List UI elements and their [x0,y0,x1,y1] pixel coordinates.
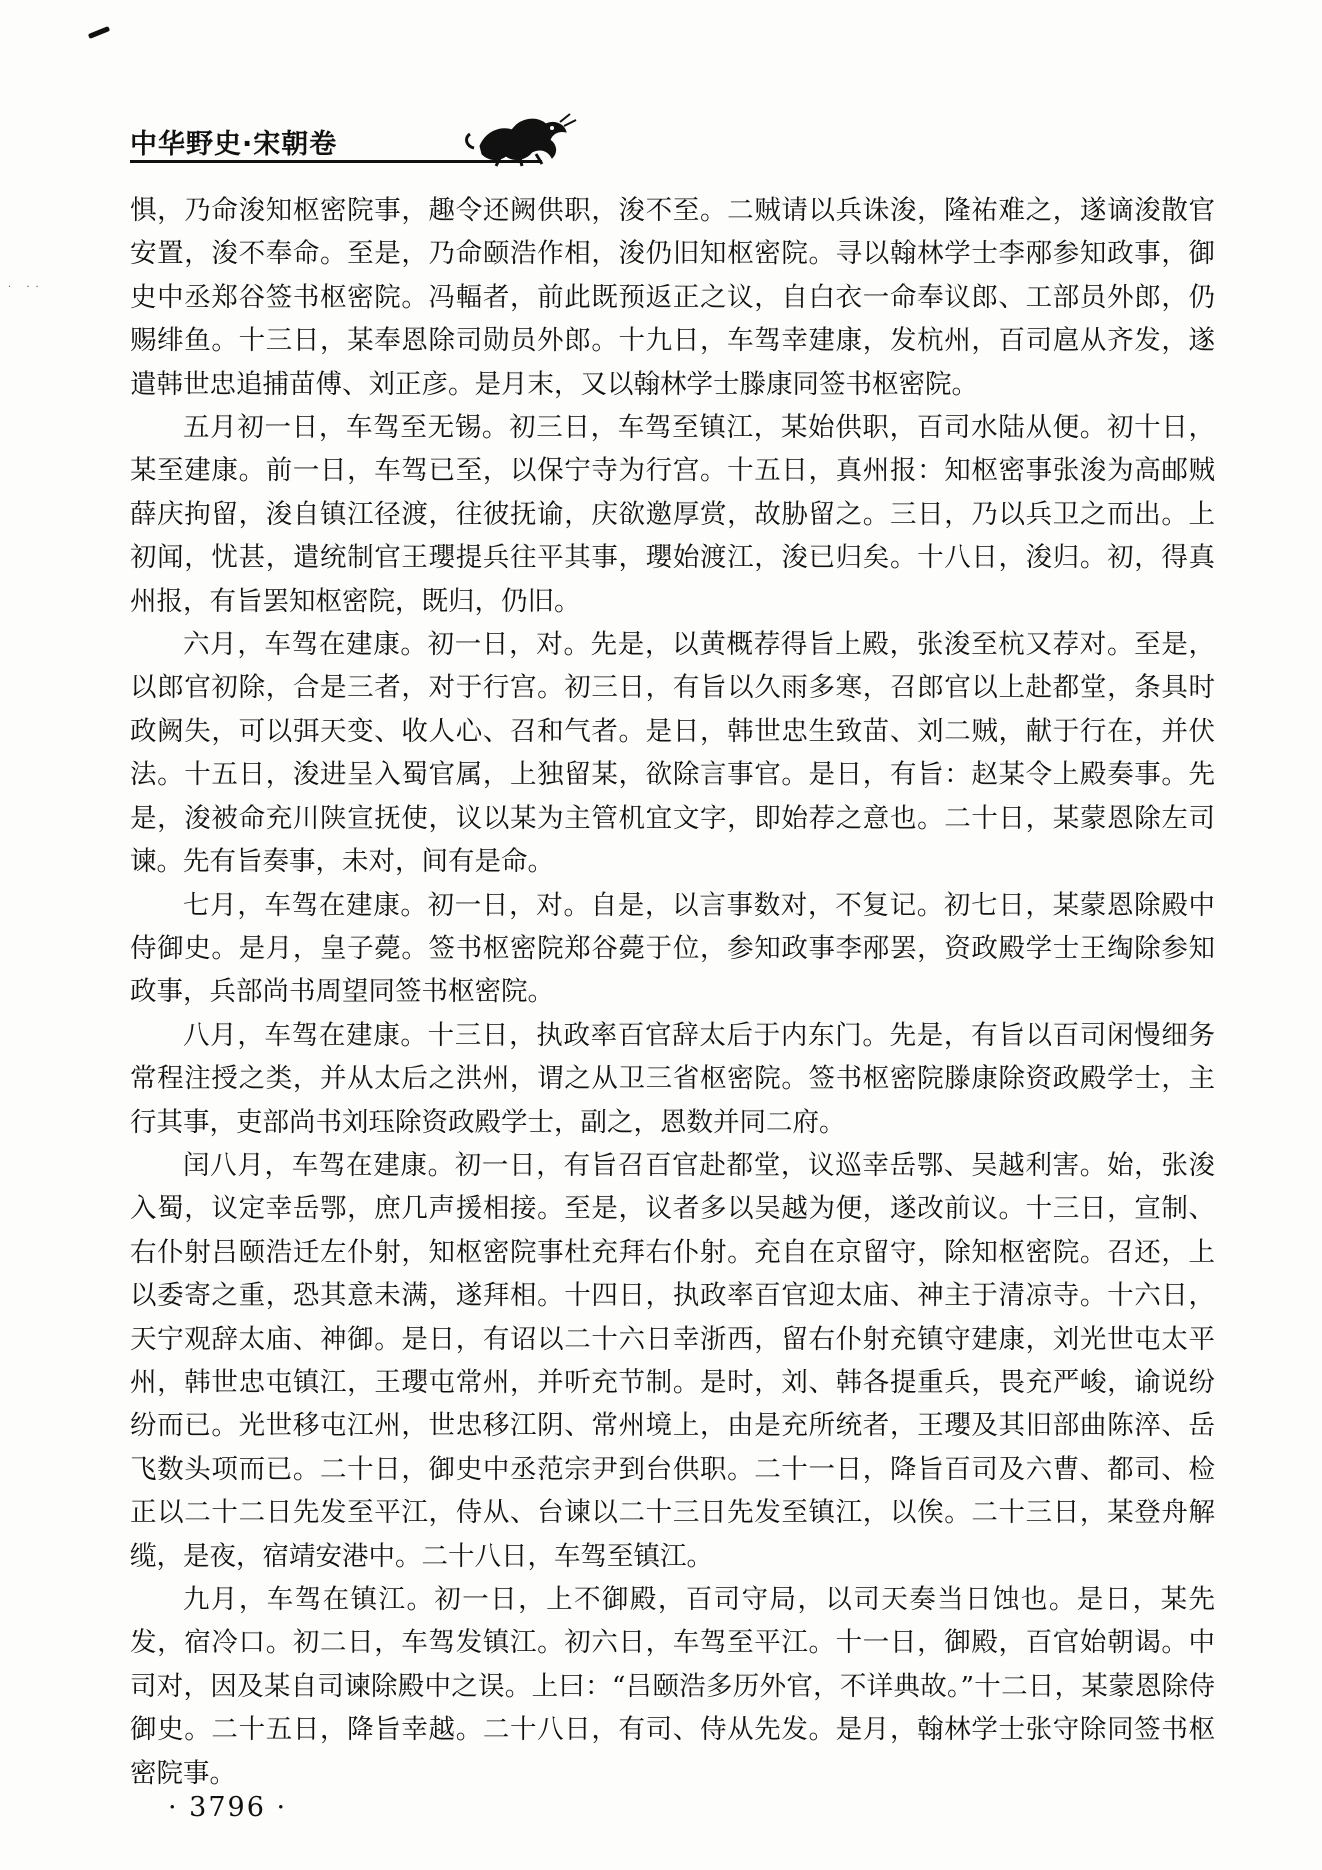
paragraph: 闰八月，车驾在建康。初一日，有旨召百官赴都堂，议巡幸岳鄂、吴越利害。始，张浚入蜀，议定幸岳鄂，庶几声援相接。至是，议者多以吴越为便，遂改前议。十三日，宣制、右仆射吕颐浩迁左仆射，知枢密院事杜充拜右仆射。充自在京留守，除知枢密院。召还，上以委寄之重，恐其意未满，遂拜相。十四日，执政率百官迎太庙、神主于清凉寺。十六日，天宁观辞太庙、神御。是日，有诏以二十六日幸浙西，留右仆射充镇守建康，刘光世屯太平州，韩世忠屯镇江，王瓔屯常州，并听充节制。是时，刘、韩各提重兵，畏充严峻，谕说纷纷而已。光世移屯江州，世忠移江阴、常州境上，由是充所统者，王瓔及其旧部曲陈淬、岳飞数头项而已。二十日，御史中丞范宗尹到台供职。二十一日，降旨百司及六曹、都司、检正以二十二日先发至平江，侍从、台谏以二十三日先发至镇江，以俟。二十三日，某登舟解缆，是夜，宿靖安港中。二十八日，车驾至镇江。 [130,1149,1215,1572]
paragraph: 九月，车驾在镇江。初一日，上不御殿，百司守局，以司天奏当日蚀也。是日，某先发，宿冷口。初二日，车驾发镇江。初六日，车驾至平江。十一日，御殿，百官始朝谒。中司对，因及某自司谏除殿中之误。上曰：“吕颐浩多历外官，不详典故。”十二日，某蒙恩除侍御史。二十五日，降旨幸越。二十八日，有司、侍从先发。是月，翰林学士张守除同签书枢密院事。 [130,1584,1215,1789]
dragon-icon [460,108,580,168]
paragraph: 惧，乃命浚知枢密院事，趣令还阙供职，浚不至。二贼请以兵诛浚，隆祐难之，遂谪浚散官安置，浚不奉命。至是，乃命颐浩作相，浚仍旧知枢密院。寻以翰林学士李邴参知政事，御史中丞郑谷签书枢密院。冯輻者，前此既预返正之议，自白衣一命奉议郎、工部员外郎，仍赐绯鱼。十三日，某奉恩除司勋员外郎。十九日，车驾幸建康，发杭州，百司扈从齐发，遂遣韩世忠追捕苗傅、刘正彦。是月末，又以翰林学士滕康同签书枢密院。 [130,195,1215,400]
running-header [130,118,1220,178]
body-text [130,189,1215,1795]
paragraph: 七月，车驾在建康。初一日，对。自是，以言事数对，不复记。初七日，某蒙恩除殿中侍御史。是月，皇子薨。签书枢密院郑谷薨于位，参知政事李邴罢，资政殿学士王绹除参知政事，兵部尚书周望同签书枢密院。 [130,889,1215,1008]
scan-mark [88,26,110,39]
paragraph: 五月初一日，车驾至无锡。初三日，车驾至镇江，某始供职，百司水陆从便。初十日，某至建康。前一日，车驾已至，以保宁寺为行宫。十五日，真州报：知枢密事张浚为高邮贼薛庆拘留，浚自镇江径渡，往彼抚谕，庆欲邀厚赏，故胁留之。三日，乃以兵卫之而出。上初闻，忧甚，遣统制官王瓔提兵往平其事，瓔始渡江，浚已归矣。十八日，浚归。初，得真州报，有旨罢知枢密院，既归，仍旧。 [130,412,1215,617]
book-title: 中华野史·宋朝卷 [130,129,338,160]
paragraph: 八月，车驾在建康。十三日，执政率百官辞太后于内东门。先是，有旨以百司闲慢细务常程注授之类，并从太后之洪州，谓之从卫三省枢密院。签书枢密院滕康除资政殿学士，主行其事，吏部尚书刘珏除资政殿学士，副之，恩数并同二府。 [130,1019,1215,1138]
scan-speck: · ·· [8,282,45,293]
paragraph: 六月，车驾在建康。初一日，对。先是，以黄概荐得旨上殿，张浚至杭又荐对。至是，以郎官初除，合是三者，对于行宫。初三日，有旨以久雨多寒，召郎官以上赴都堂，条具时政阙失，可以弭天变、收人心、召和气者。是日，韩世忠生致苗、刘二贼，献于行在，并伏法。十五日，浚进呈入蜀官属，上独留某，欲除言事官。是日，有旨：赵某令上殿奏事。先是，浚被命充川陕宣抚使，议以某为主管机宜文字，即始荐之意也。二十日，某蒙恩除左司谏。先有旨奏事，未对，间有是命。 [130,629,1215,878]
page-number: · 3796 · [168,1792,288,1823]
